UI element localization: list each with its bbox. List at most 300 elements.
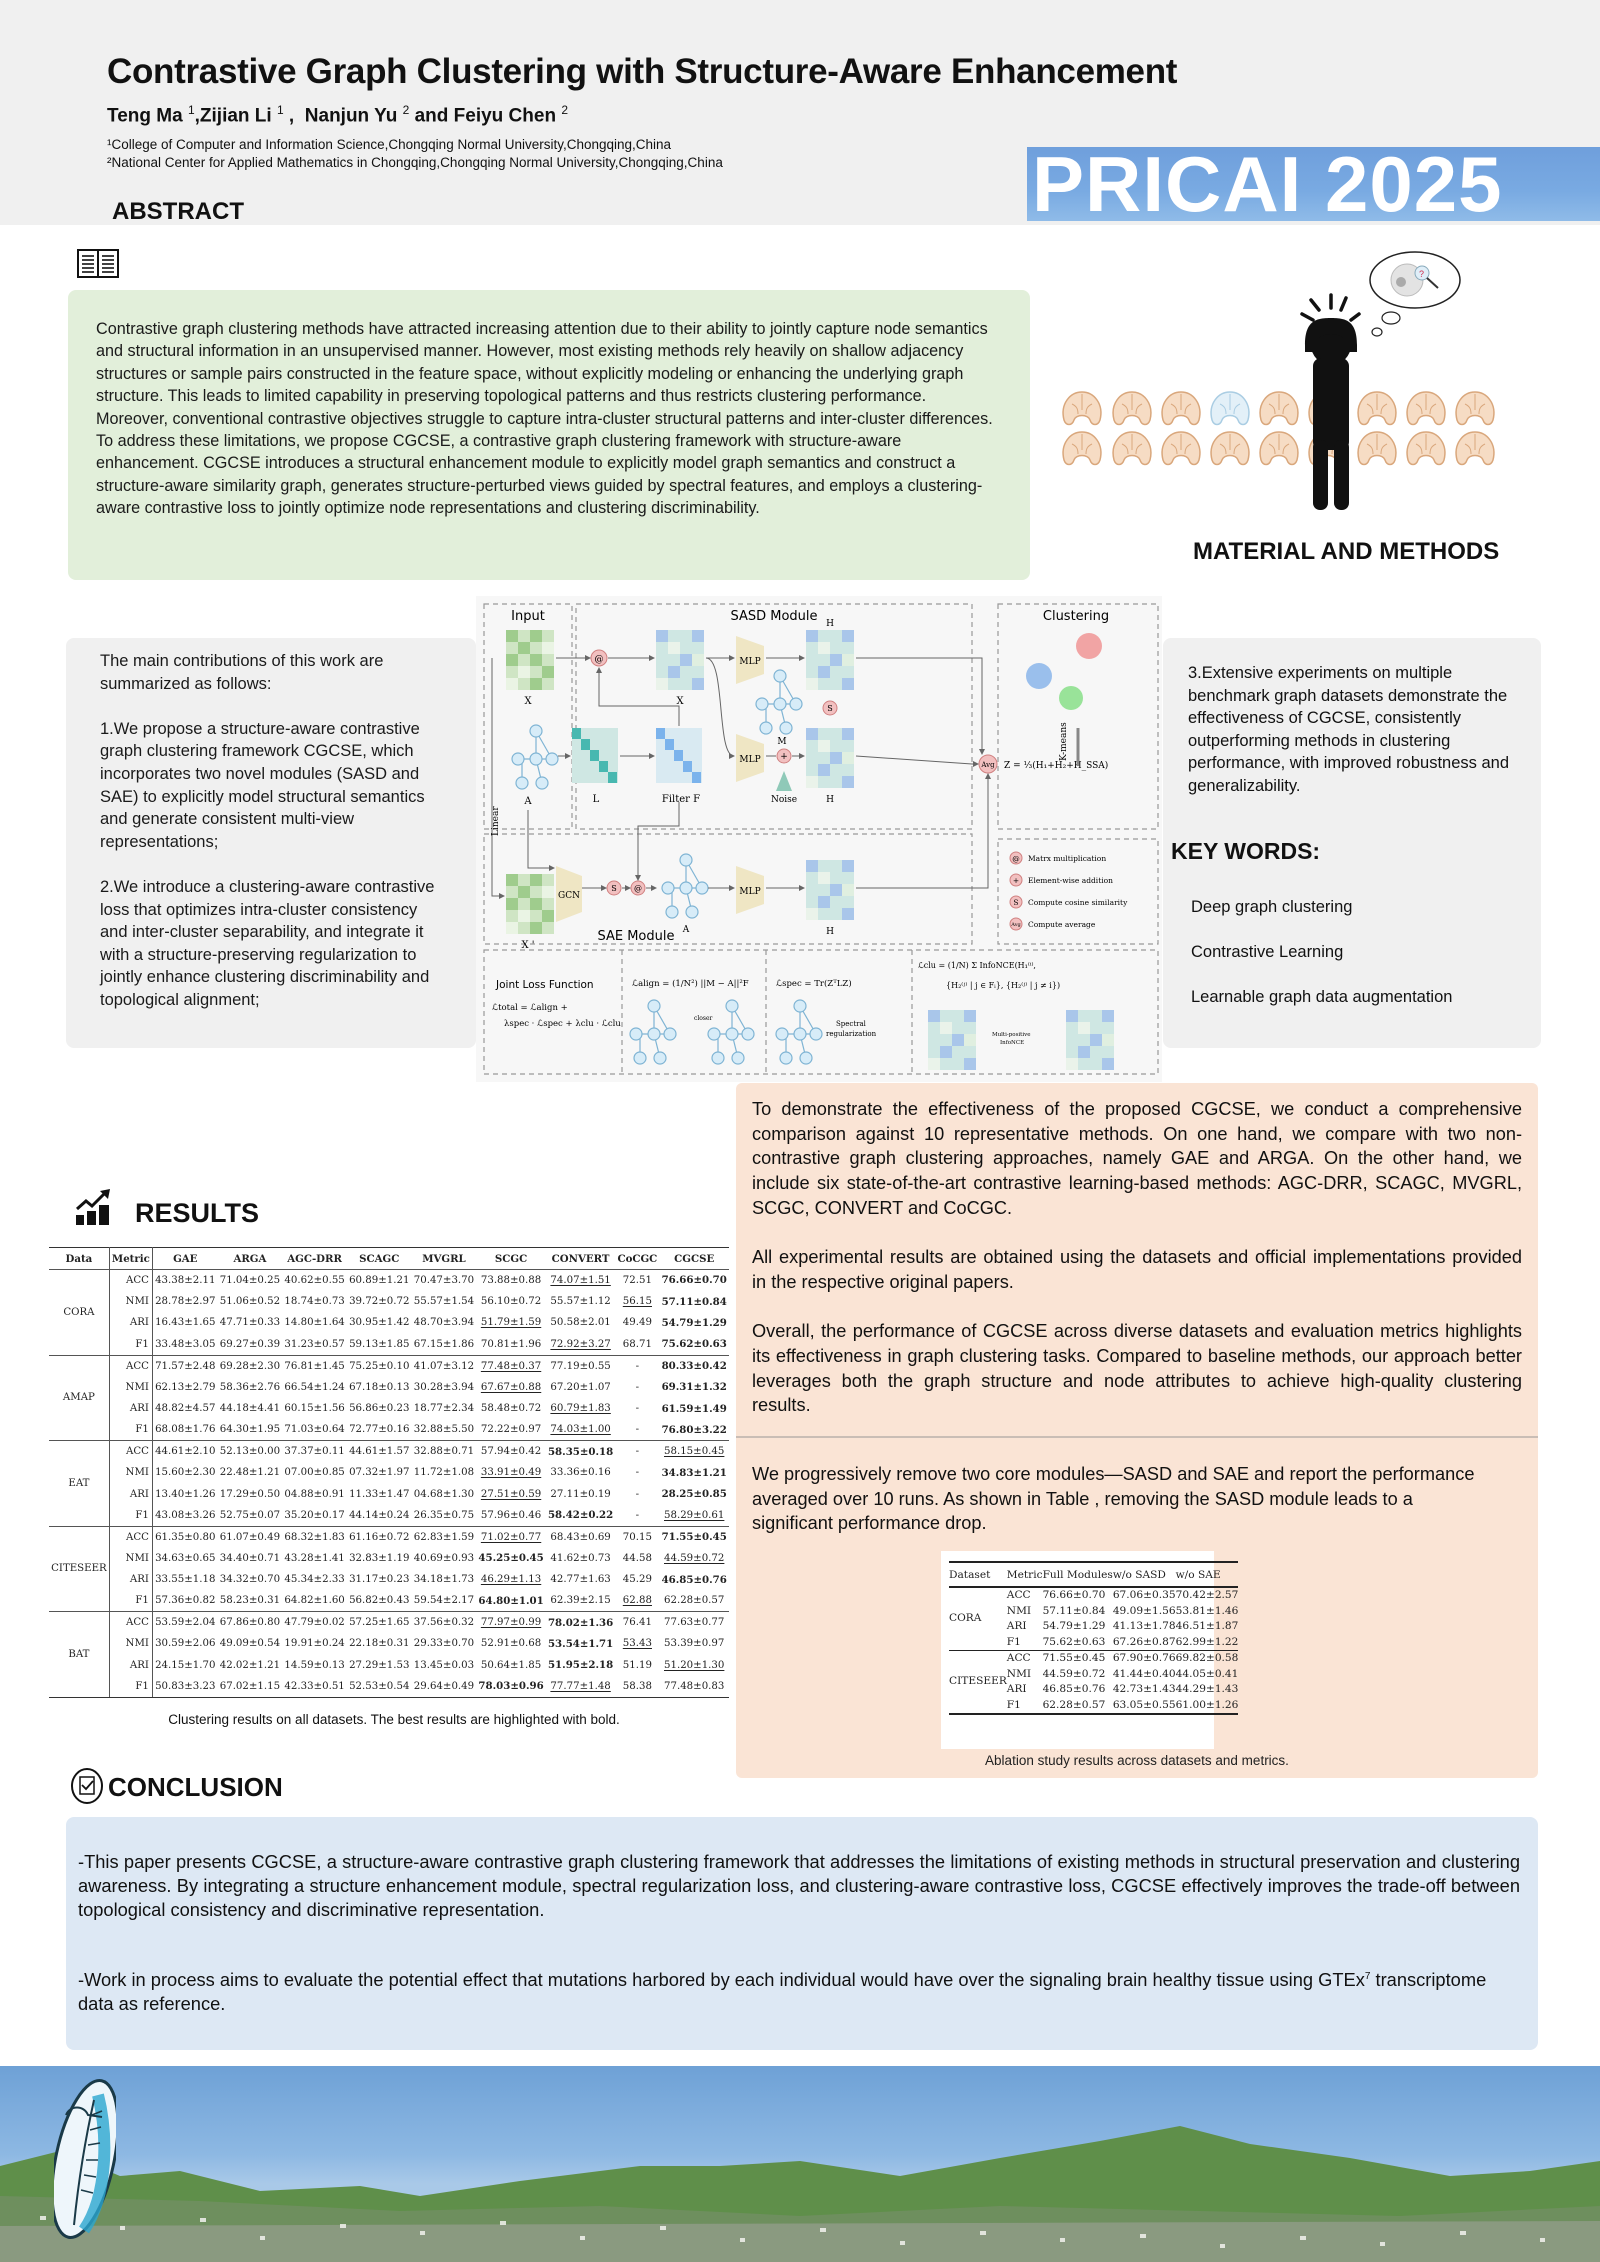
- affiliation-2: ²National Center for Applied Mathematics in Chongqing,Chongqing Normal University,Chongqing,China: [107, 155, 723, 170]
- svg-text:+: +: [1012, 876, 1020, 885]
- value-cell: 44.18±4.41: [219, 1403, 281, 1415]
- table-row: [49, 1569, 729, 1590]
- value-cell: 44.14±0.24: [347, 1505, 412, 1526]
- value-cell: 56.15: [622, 1296, 652, 1308]
- svg-text:@: @: [634, 884, 642, 893]
- value-cell: 43.08±3.26: [152, 1505, 217, 1526]
- svg-text:{H₂⁽ʲ⁾ | j ∈ Fᵢ}, {H₂⁽ʲ⁾ | j ≠: {H₂⁽ʲ⁾ | j ∈ Fᵢ}, {H₂⁽ʲ⁾ | j ≠ i}): [946, 981, 1061, 990]
- value-cell: 37.37±0.11: [284, 1446, 345, 1458]
- value-cell: 32.88±0.71: [413, 1446, 475, 1458]
- table-header-row: [49, 1248, 729, 1270]
- table-row: [49, 1676, 729, 1697]
- author-affil-mark: 1: [276, 103, 284, 117]
- table-row: [49, 1419, 729, 1440]
- author-name: Feiyu Chen: [453, 105, 557, 127]
- value-cell: 80.33±0.42: [661, 1360, 727, 1372]
- metric-cell: ARI: [1006, 1683, 1027, 1695]
- value-cell: 77.19±0.55: [550, 1360, 611, 1372]
- metric-cell: NMI: [109, 1376, 152, 1397]
- conclusion-paragraph-2: [78, 1965, 1520, 2016]
- table-row: [949, 1587, 1238, 1604]
- sae-section-label: SAE Module: [597, 929, 675, 944]
- value-cell: 70.15: [622, 1531, 652, 1543]
- table-row: [49, 1633, 729, 1654]
- metric-cell: ACC: [1007, 1651, 1043, 1667]
- value-cell: 67.86±0.80: [219, 1617, 281, 1629]
- value-cell: 69.27±0.39: [218, 1334, 283, 1355]
- landscape-footer-image: [0, 2066, 1600, 2262]
- value-cell: 50.83±3.23: [152, 1676, 217, 1697]
- dataset-cell: CITESEER: [949, 1651, 1007, 1715]
- value-cell: 71.04±0.25: [219, 1274, 281, 1286]
- metric-cell: F1: [109, 1334, 152, 1355]
- value-cell: 71.57±2.48: [155, 1360, 216, 1372]
- results-table-caption: Clustering results on all datasets. The best results are highlighted with bold.: [168, 1712, 620, 1727]
- book-icon: [77, 247, 119, 279]
- value-cell: 15.60±2.30: [155, 1467, 216, 1479]
- value-cell: 59.13±1.85: [347, 1334, 412, 1355]
- table-row: [949, 1651, 1238, 1667]
- column-header: MVGRL: [412, 1248, 477, 1270]
- value-cell: 14.80±1.64: [284, 1317, 345, 1329]
- input-section-label: Input: [511, 609, 545, 624]
- stressed-researcher-illustration: [1055, 240, 1595, 520]
- ablation-table: [949, 1561, 1238, 1715]
- value-cell: 04.88±0.91: [284, 1488, 345, 1500]
- column-header: AGC-DRR: [282, 1248, 347, 1270]
- value-cell: -: [635, 1360, 640, 1372]
- brain-row-1: [1063, 392, 1494, 425]
- clustering-section-label: Clustering: [1042, 609, 1110, 624]
- value-cell: 16.43±1.65: [155, 1317, 216, 1329]
- svg-text:MLP: MLP: [739, 887, 761, 897]
- value-cell: 13.45±0.03: [413, 1659, 475, 1671]
- value-cell: 78.03±0.96: [476, 1676, 546, 1697]
- column-header: CONVERT: [546, 1248, 616, 1270]
- metric-cell: F1: [1007, 1698, 1043, 1715]
- value-cell: 44.58: [622, 1552, 652, 1564]
- value-cell: 34.83±1.21: [661, 1466, 727, 1479]
- metric-cell: ARI: [109, 1312, 152, 1333]
- svg-text:GCN: GCN: [558, 891, 580, 901]
- value-cell: 56.10±0.72: [480, 1296, 542, 1308]
- value-cell: 42.02±1.21: [219, 1659, 281, 1671]
- value-cell: 18.74±0.73: [284, 1296, 345, 1308]
- author-name: Zijian Li: [199, 105, 272, 127]
- metric-cell: NMI: [109, 1291, 152, 1312]
- contributions-intro: The main contributions of this work are summarized as follows:: [100, 652, 384, 693]
- value-cell: 29.33±0.70: [413, 1638, 475, 1650]
- cluster-scatter: [1026, 633, 1102, 710]
- value-cell: 31.17±0.23: [349, 1574, 410, 1586]
- dataset-cell: EAT: [49, 1441, 109, 1527]
- svg-text:Multi-positive: Multi-positive: [992, 1032, 1031, 1038]
- svg-text:S: S: [1013, 898, 1019, 907]
- value-cell: 68.43±0.69: [550, 1531, 611, 1543]
- value-cell: 44.61±1.57: [349, 1446, 410, 1458]
- table-row: [49, 1590, 729, 1611]
- metric-cell: NMI: [109, 1548, 152, 1569]
- metric-cell: NMI: [1006, 1667, 1032, 1680]
- metric-cell: ACC: [109, 1270, 152, 1291]
- contribution-3: 3.Extensive experiments on multiple benchmark graph datasets demonstrate the effectiveness of CGCSE, consistently outperforming methods in clustering performance, with improved robustness and generalizability.: [1188, 664, 1509, 795]
- value-cell: 71.55±0.45: [1043, 1651, 1113, 1667]
- value-cell: 52.75±0.07: [218, 1505, 283, 1526]
- value-cell: 54.79±1.29: [661, 1316, 727, 1329]
- value-cell: 64.80±1.01: [476, 1590, 546, 1611]
- value-cell: 76.41: [622, 1617, 652, 1629]
- author-affil-mark: 2: [402, 103, 410, 117]
- column-header: Metric: [109, 1248, 152, 1270]
- checklist-icon: [70, 1768, 104, 1804]
- value-cell: -: [615, 1419, 659, 1440]
- value-cell: 78.02±1.36: [547, 1616, 614, 1629]
- value-cell: 67.90±0.76: [1113, 1651, 1176, 1667]
- value-cell: 22.48±1.21: [219, 1467, 281, 1479]
- value-cell: 33.91±0.49: [480, 1467, 542, 1479]
- svg-text:MLP: MLP: [739, 755, 761, 765]
- value-cell: -: [635, 1467, 640, 1479]
- table-row: [49, 1441, 729, 1462]
- value-cell: -: [635, 1381, 640, 1393]
- value-cell: 75.25±0.10: [349, 1360, 410, 1372]
- column-header: Full Modules: [1043, 1562, 1113, 1587]
- value-cell: 58.36±2.76: [219, 1381, 281, 1393]
- value-cell: 61.00±1.26: [1176, 1698, 1239, 1715]
- value-cell: 42.73±1.43: [1112, 1683, 1176, 1695]
- value-cell: 57.36±0.82: [152, 1590, 217, 1611]
- svg-text:K-means: K-means: [1059, 722, 1069, 761]
- value-cell: 52.53±0.54: [347, 1676, 412, 1697]
- value-cell: 37.56±0.32: [413, 1617, 475, 1629]
- svg-text:Element-wise addition: Element-wise addition: [1028, 876, 1113, 885]
- metric-cell: ARI: [109, 1569, 152, 1590]
- keywords-heading: KEY WORDS:: [1171, 838, 1321, 864]
- conference-logo: [54, 2075, 116, 2243]
- svg-text:H: H: [826, 795, 834, 805]
- value-cell: 46.85±0.76: [661, 1573, 727, 1586]
- value-cell: 56.82±0.43: [347, 1590, 412, 1611]
- ablation-text: We progressively remove two core modules—SASD and SAE and report the performance averaged over 10 runs. As shown in Table , removing the SASD module leads to a significant performance drop.: [752, 1464, 1475, 1534]
- value-cell: 57.11±0.84: [1042, 1604, 1106, 1617]
- value-cell: 67.06±0.35: [1112, 1589, 1176, 1601]
- value-cell: 33.48±3.05: [152, 1334, 217, 1355]
- svg-text:X ': X ': [521, 940, 535, 951]
- value-cell: 74.03±1.00: [546, 1419, 616, 1440]
- value-cell: 44.29±1.43: [1175, 1683, 1239, 1695]
- value-cell: 76.66±0.70: [1042, 1589, 1106, 1601]
- metric-cell: NMI: [1006, 1604, 1032, 1617]
- svg-text:Linear: Linear: [491, 806, 501, 836]
- value-cell: 58.42±0.22: [546, 1505, 616, 1526]
- value-cell: 30.28±3.94: [413, 1381, 475, 1393]
- metric-cell: ARI: [1006, 1620, 1027, 1632]
- value-cell: 43.28±1.41: [284, 1552, 345, 1564]
- value-cell: 53.81±1.46: [1175, 1604, 1239, 1617]
- table-row: [49, 1462, 729, 1483]
- brain-row-2: [1063, 432, 1494, 465]
- svg-text:ℒalign = (1/N²) ||M − A||²F: ℒalign = (1/N²) ||M − A||²F: [632, 979, 749, 989]
- metric-cell: ACC: [1006, 1589, 1031, 1601]
- svg-text:Compute cosine similarity: Compute cosine similarity: [1028, 898, 1128, 907]
- value-cell: 75.62±0.63: [1042, 1635, 1106, 1648]
- value-cell: 58.23±0.31: [218, 1590, 283, 1611]
- table-row: [49, 1655, 729, 1676]
- value-cell: 73.88±0.88: [480, 1274, 542, 1286]
- column-header: Dataset: [949, 1562, 1007, 1587]
- value-cell: 58.35±0.18: [547, 1445, 614, 1458]
- value-cell: 40.62±0.55: [284, 1274, 345, 1286]
- author-separator: ,: [194, 105, 200, 127]
- value-cell: 61.35±0.80: [155, 1531, 216, 1543]
- value-cell: 71.02±0.77: [480, 1531, 542, 1543]
- value-cell: 46.51±1.87: [1175, 1620, 1239, 1632]
- l-matrix: [572, 728, 618, 783]
- svg-text:S: S: [611, 884, 617, 893]
- filter-matrix: [656, 728, 702, 783]
- value-cell: 71.03±0.64: [282, 1419, 347, 1440]
- value-cell: 57.11±0.84: [661, 1295, 727, 1308]
- poster-title: Contrastive Graph Clustering with Structure-Aware Enhancement: [107, 52, 1178, 91]
- svg-text:λspec · ℒspec + λclu · ℒclu: λspec · ℒspec + λclu · ℒclu: [504, 1019, 621, 1029]
- value-cell: 67.02±1.15: [218, 1676, 283, 1697]
- svg-text:Z = ⅓(H₁+H₂+H_SSA): Z = ⅓(H₁+H₂+H_SSA): [1004, 761, 1109, 771]
- metric-cell: ACC: [109, 1526, 152, 1547]
- value-cell: 51.19: [622, 1659, 652, 1671]
- value-cell: 58.29±0.61: [659, 1505, 729, 1526]
- value-cell: 41.13±1.78: [1112, 1620, 1176, 1632]
- value-cell: 48.82±4.57: [155, 1403, 216, 1415]
- value-cell: 29.64±0.49: [412, 1676, 477, 1697]
- comparison-text: [752, 1097, 1522, 1418]
- value-cell: 32.88±5.50: [412, 1419, 477, 1440]
- value-cell: 61.59±1.49: [661, 1402, 727, 1415]
- value-cell: 55.57±1.12: [550, 1296, 611, 1308]
- metric-cell: F1: [1006, 1635, 1021, 1648]
- value-cell: 63.05±0.55: [1113, 1698, 1176, 1715]
- value-cell: 49.49: [622, 1317, 652, 1329]
- value-cell: 61.07±0.49: [219, 1531, 281, 1543]
- value-cell: 46.85±0.76: [1042, 1683, 1106, 1695]
- svg-text:@: @: [594, 655, 604, 665]
- metric-cell: NMI: [109, 1633, 152, 1654]
- value-cell: 51.20±1.30: [664, 1659, 725, 1671]
- svg-text:M: M: [777, 737, 787, 747]
- discussion-paragraph: All experimental results are obtained using the datasets and official implementations provided in the respective original papers.: [752, 1247, 1522, 1292]
- value-cell: 50.64±1.85: [480, 1659, 542, 1671]
- conclusion-panel: [66, 1817, 1538, 2050]
- poster-header: [0, 0, 1600, 225]
- value-cell: 77.63±0.77: [664, 1617, 725, 1629]
- value-cell: 30.95±1.42: [349, 1317, 410, 1329]
- value-cell: 51.79±1.59: [480, 1317, 542, 1329]
- value-cell: 52.91±0.68: [480, 1638, 542, 1650]
- value-cell: 53.39±0.97: [664, 1638, 725, 1650]
- table-row: [49, 1270, 729, 1291]
- sasd-section-label: SASD Module: [730, 609, 818, 624]
- value-cell: 45.25±0.45: [478, 1552, 544, 1565]
- table-row: [49, 1355, 729, 1376]
- svg-text:Spectral: Spectral: [836, 1020, 866, 1028]
- value-cell: 72.92±3.27: [546, 1334, 616, 1355]
- value-cell: 27.51±0.59: [480, 1488, 542, 1500]
- value-cell: 44.59±0.72: [1042, 1667, 1106, 1680]
- column-header: CoCGC: [615, 1248, 659, 1270]
- table-row: [49, 1376, 729, 1397]
- affiliation-1: ¹College of Computer and Information Science,Chongqing Normal University,Chongqing,China: [107, 137, 672, 152]
- value-cell: 76.80±3.22: [659, 1419, 729, 1440]
- table-row: [49, 1398, 729, 1419]
- value-cell: 18.77±2.34: [413, 1403, 475, 1415]
- value-cell: 07.32±1.97: [349, 1467, 410, 1479]
- author-name: Teng Ma: [107, 105, 183, 127]
- conference-banner: PRICAI 2025: [1027, 147, 1600, 221]
- svg-text:ℒtotal = ℒalign +: ℒtotal = ℒalign +: [492, 1003, 568, 1013]
- value-cell: 30.59±2.06: [155, 1638, 216, 1650]
- footnote-mark: 7: [1364, 1971, 1371, 1982]
- value-cell: 35.20±0.17: [282, 1505, 347, 1526]
- value-cell: 77.97±0.99: [480, 1617, 542, 1629]
- svg-text:A: A: [524, 796, 532, 807]
- discussion-paragraph: Overall, the performance of CGCSE across diverse datasets and evaluation metrics highlights its effectiveness in graph clustering tasks. Compared to baseline methods, our approach better leverages both the graph structure and node attributes to achieve high-quality clustering results.: [752, 1321, 1522, 1416]
- value-cell: 41.62±0.73: [550, 1552, 611, 1564]
- value-cell: 70.47±3.70: [413, 1274, 475, 1286]
- value-cell: 44.61±2.10: [155, 1446, 216, 1458]
- value-cell: 51.06±0.52: [219, 1296, 281, 1308]
- metric-cell: NMI: [109, 1462, 152, 1483]
- abstract-paragraph-1: Contrastive graph clustering methods have attracted increasing attention due to their ability to jointly capture node semantics and structural information in an unsupervised manner. However, most existing methods rely heavily on shallow adjacency structures or sample pairs constructed in the feature space, without explicitly modeling or enhancing the underlying graph structure. This leads to limited capability in preserving topological patterns and thus restricts clustering performance. Moreover, conventional contrastive objectives struggle to capture intra-cluster structural patterns and inter-cluster differences.: [96, 320, 993, 428]
- table-row: [49, 1334, 729, 1355]
- author-separator: ,: [283, 105, 305, 127]
- svg-text:Compute average: Compute average: [1028, 920, 1096, 929]
- value-cell: 14.59±0.13: [284, 1659, 345, 1671]
- value-cell: 62.28±0.57: [659, 1590, 729, 1611]
- metric-cell: F1: [109, 1419, 152, 1440]
- value-cell: 28.25±0.85: [661, 1488, 727, 1501]
- value-cell: 76.81±1.45: [284, 1360, 345, 1372]
- diagram-legend: [1010, 852, 1128, 930]
- value-cell: 43.38±2.11: [155, 1274, 216, 1286]
- value-cell: 59.54±2.17: [412, 1590, 477, 1611]
- value-cell: 67.67±0.88: [480, 1381, 542, 1393]
- value-cell: 53.59±2.04: [155, 1617, 216, 1629]
- value-cell: 57.25±1.65: [349, 1617, 410, 1629]
- conclusion-paragraph-1: -This paper presents CGCSE, a structure-aware contrastive graph clustering framework that addresses the limitations of existing methods in structural preservation and clustering awareness. By integrating a structure enhancement module, spectral regularization loss, and clustering-aware contrastive loss, CGCSE effectively improves the trade-off between topological consistency and discriminative representation.: [78, 1851, 1520, 1920]
- contribution-1: 1.We propose a structure-aware contrastive graph clustering framework CGCSE, which incorporates two novel modules (SASD and SAE) to explicitly model structural semantics and generate consistent multi-view representations;: [100, 719, 425, 851]
- value-cell: 60.89±1.21: [349, 1274, 410, 1286]
- value-cell: 62.99±1.22: [1175, 1635, 1239, 1648]
- abstract-panel: [68, 290, 1030, 580]
- svg-text:closer: closer: [694, 1015, 713, 1022]
- svg-text:regularization: regularization: [826, 1030, 877, 1038]
- metric-cell: ARI: [109, 1398, 152, 1419]
- value-cell: 53.54±1.71: [547, 1637, 614, 1650]
- table-row: [49, 1483, 729, 1504]
- author-name: Nanjun Yu: [304, 105, 398, 127]
- value-cell: 77.48±0.83: [659, 1676, 729, 1697]
- value-cell: 49.09±1.56: [1112, 1604, 1176, 1617]
- discussion-paragraph: To demonstrate the effectiveness of the proposed CGCSE, we conduct a comprehensive comparison against 10 representative methods. On one hand, we compare with two non-contrastive graph clustering approaches, namely GAE and ARGA. On the other hand, we include six state-of-the-art contrastive learning-based methods: AGC-DRR, SCAGC, MVGRL, SCGC, CONVERT and CoCGC.: [752, 1099, 1522, 1218]
- metric-cell: F1: [109, 1676, 152, 1697]
- value-cell: 19.91±0.24: [284, 1638, 345, 1650]
- value-cell: 66.54±1.24: [284, 1381, 345, 1393]
- metric-cell: ACC: [109, 1612, 152, 1633]
- value-cell: 04.68±1.30: [413, 1488, 475, 1500]
- value-cell: 47.79±0.02: [284, 1617, 345, 1629]
- svg-text:MLP: MLP: [739, 657, 761, 667]
- value-cell: 64.30±1.95: [218, 1419, 283, 1440]
- svg-text:ℒspec = Tr(ZᵀLZ): ℒspec = Tr(ZᵀLZ): [776, 979, 852, 989]
- dataset-cell: CORA: [49, 1270, 109, 1356]
- value-cell: 33.55±1.18: [155, 1574, 216, 1586]
- value-cell: 62.13±2.79: [155, 1381, 216, 1393]
- keyword-item: Contrastive Learning: [1191, 943, 1344, 961]
- value-cell: 33.36±0.16: [550, 1467, 611, 1479]
- value-cell: 70.81±1.96: [476, 1334, 546, 1355]
- svg-text:S: S: [827, 704, 833, 713]
- value-cell: 22.18±0.31: [349, 1638, 410, 1650]
- value-cell: -: [635, 1403, 640, 1415]
- value-cell: 60.79±1.83: [550, 1403, 611, 1415]
- dataset-cell: CORA: [949, 1612, 982, 1625]
- conclusion-heading: CONCLUSION: [108, 1772, 283, 1802]
- value-cell: 57.96±0.46: [476, 1505, 546, 1526]
- value-cell: 44.59±0.72: [664, 1552, 725, 1564]
- value-cell: 32.83±1.19: [349, 1552, 410, 1564]
- dataset-cell: BAT: [49, 1612, 109, 1698]
- column-header: CGCSE: [659, 1248, 729, 1270]
- conclusion-text: transcriptome data as reference.: [78, 1969, 1487, 2015]
- conclusion-text: -Work in process aims to evaluate the potential effect that mutations harbored by each individual would have over the signaling brain healthy tissue using GTEx: [78, 1969, 1365, 1991]
- value-cell: 64.82±1.60: [282, 1590, 347, 1611]
- author-affil-mark: 2: [561, 103, 569, 117]
- svg-text:ℒclu = (1/N) Σ InfoNCE(H₁⁽ⁱ⁾,: ℒclu = (1/N) Σ InfoNCE(H₁⁽ⁱ⁾,: [918, 961, 1036, 970]
- value-cell: 11.33±1.47: [349, 1488, 410, 1500]
- value-cell: -: [615, 1505, 659, 1526]
- svg-text:X: X: [524, 696, 532, 707]
- value-cell: 72.22±0.97: [476, 1419, 546, 1440]
- value-cell: 44.05±0.41: [1175, 1667, 1239, 1680]
- value-cell: 68.71: [615, 1334, 659, 1355]
- value-cell: 74.07±1.51: [550, 1274, 611, 1286]
- value-cell: 41.07±3.12: [413, 1360, 475, 1372]
- value-cell: 55.57±1.54: [413, 1296, 475, 1308]
- dataset-cell: CITESEER: [49, 1526, 109, 1612]
- keyword-item: Learnable graph data augmentation: [1191, 988, 1453, 1006]
- author-affil-mark: 1: [187, 103, 195, 117]
- value-cell: 52.13±0.00: [219, 1446, 281, 1458]
- svg-text:Joint Loss Function: Joint Loss Function: [496, 979, 594, 991]
- svg-text:+: +: [780, 752, 788, 762]
- value-cell: 61.16±0.72: [349, 1531, 410, 1543]
- metric-cell: F1: [109, 1505, 152, 1526]
- value-cell: 27.29±1.53: [349, 1659, 410, 1671]
- framework-diagram: [476, 596, 1162, 1082]
- table-row: [49, 1526, 729, 1547]
- contribution-2: 2.We introduce a clustering-aware contrastive loss that optimizes intra-cluster consistency and inter-cluster separability, and integrate it with a structure-preserving regularization to jointly enhance clustering discriminability and topological alignment;: [100, 877, 435, 1009]
- value-cell: 67.26±0.87: [1112, 1635, 1176, 1648]
- value-cell: 45.29: [622, 1574, 652, 1586]
- column-header: SCGC: [476, 1248, 546, 1270]
- value-cell: 72.77±0.16: [347, 1419, 412, 1440]
- value-cell: 39.72±0.72: [349, 1296, 410, 1308]
- value-cell: 56.86±0.23: [349, 1403, 410, 1415]
- contributions-panel: [66, 638, 476, 1048]
- value-cell: 67.20±1.07: [550, 1381, 611, 1393]
- value-cell: 51.95±2.18: [547, 1659, 614, 1672]
- value-cell: 69.82±0.58: [1176, 1651, 1239, 1667]
- value-cell: 58.38: [615, 1676, 659, 1697]
